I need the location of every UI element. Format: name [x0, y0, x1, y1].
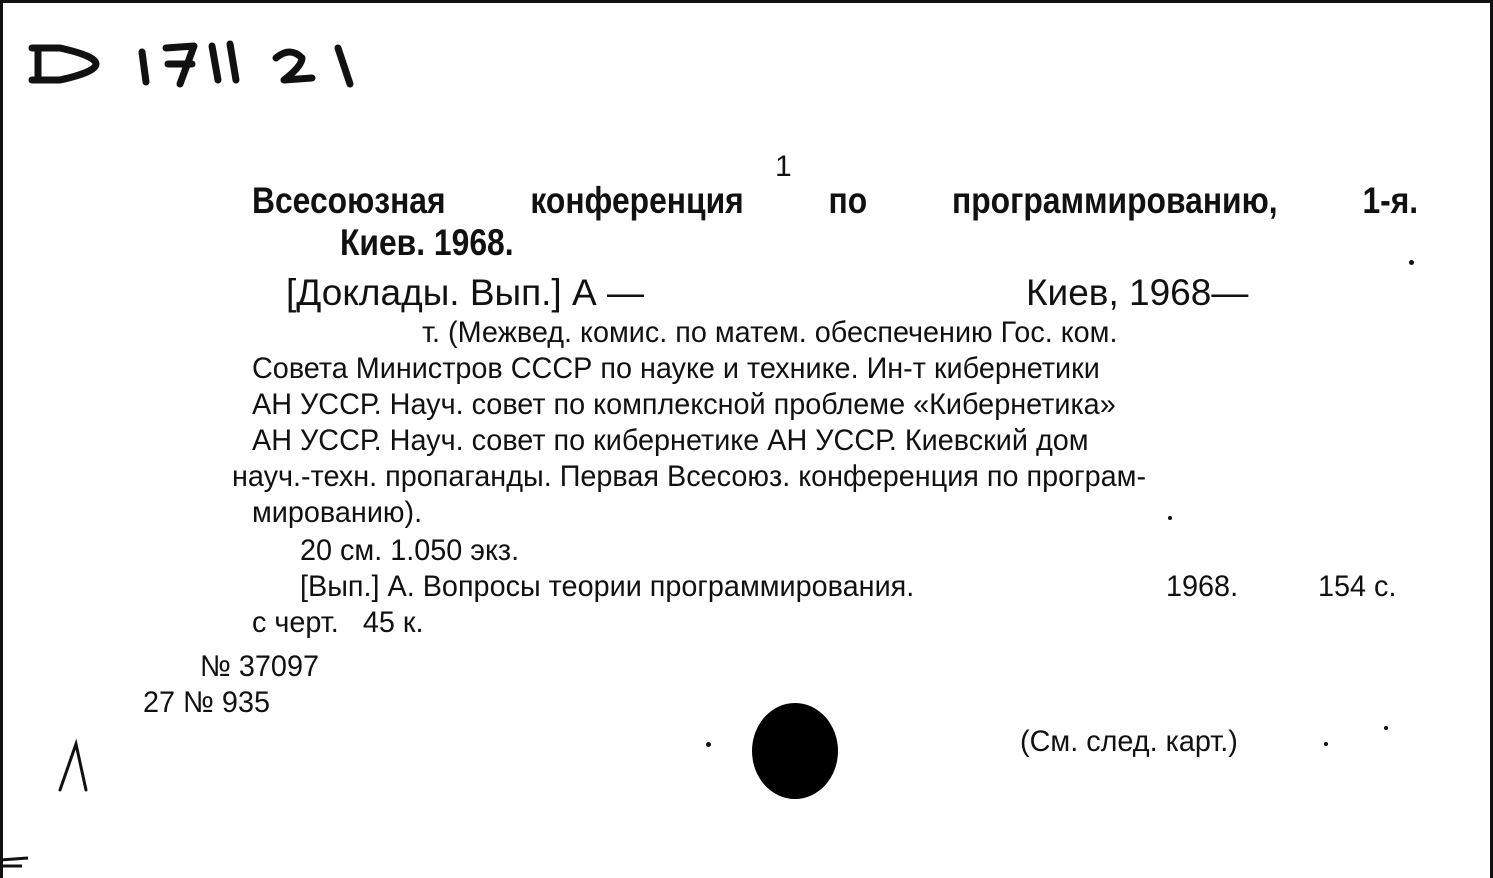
handwritten-accession-number [0, 0, 400, 110]
issue-title: [Вып.] А. Вопросы теории программирования. [300, 570, 915, 603]
speck [1324, 742, 1328, 746]
heading-line-1 [252, 182, 1418, 219]
card-number-2: 27 № 935 [143, 686, 270, 719]
body-line-4: АН УССР. Науч. совет по кибернетике АН УССР. Киевский дом [252, 424, 1089, 457]
title-left: [Доклады. Вып.] А — [286, 272, 644, 313]
speck [1384, 726, 1388, 730]
size-line: 20 см. 1.050 экз. [300, 534, 520, 567]
speck [1409, 260, 1414, 265]
speck [1168, 516, 1172, 520]
volume-mark: 1 [775, 150, 792, 183]
issue-year: 1968. [1166, 570, 1239, 603]
issue-pages: 154 с. [1318, 570, 1397, 603]
speck [706, 742, 711, 747]
illustrations-price: с черт. 45 к. [252, 606, 424, 639]
card-border-left [0, 0, 3, 878]
body-line-3: АН УССР. Науч. совет по комплексной проблеме «Кибернетика» [252, 388, 1116, 421]
title-right: Киев, 1968— [1026, 272, 1249, 313]
body-line-5: науч.-техн. пропаганды. Первая Всесоюз. конференция по програм- [232, 460, 1147, 493]
punched-hole [752, 703, 838, 799]
heading-line-2: Киев. 1968. [340, 222, 514, 263]
continuation-note: (См. след. карт.) [1020, 725, 1238, 758]
body-line-6: мированию). [252, 496, 423, 529]
card-number-1: № 37097 [200, 650, 319, 683]
body-line-2: Совета Министров СССР по науке и технике. Ин-т кибернетики [252, 352, 1100, 385]
heading-text: Всесоюзная конференция по программированию, 1-я. [252, 180, 1419, 221]
body-line-1: т. (Межвед. комис. по матем. обеспечению Гос. ком. [422, 316, 1118, 349]
